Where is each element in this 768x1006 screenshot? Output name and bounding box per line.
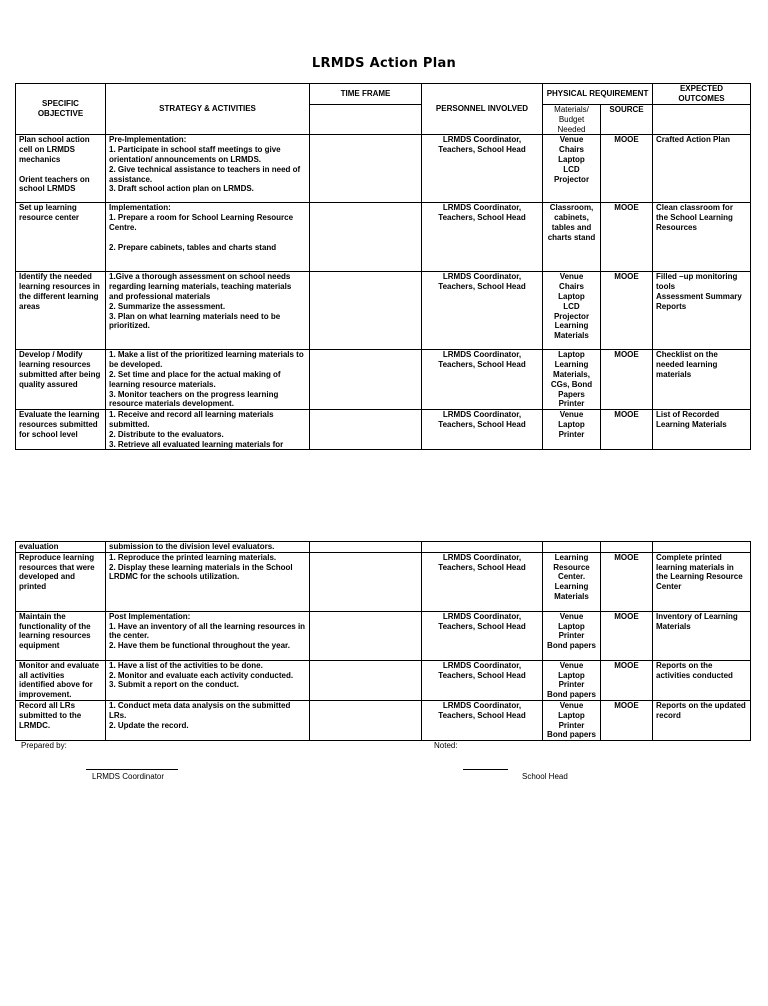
continuation-blank-cell	[601, 542, 653, 553]
objective-cell: Evaluate the learning resources submitted for school level	[16, 410, 106, 450]
outcomes-cell: Filled –up monitoring tools Assessment Summary Reports	[653, 272, 751, 350]
objective-cell: Identify the needed learning resources in the different learning areas	[16, 272, 106, 350]
materials-cell: Venue Chairs Laptop LCD Projector	[543, 135, 601, 203]
table-row	[16, 611, 751, 660]
materials-cell: Venue Laptop Printer Bond papers	[543, 611, 601, 660]
outcomes-cell: Clean classroom for the School Learning Resources	[653, 203, 751, 272]
time-frame-cell	[310, 660, 422, 700]
materials-cell: Venue Chairs Laptop LCD Projector Learning Materials	[543, 272, 601, 350]
time-frame-cell	[310, 203, 422, 272]
time-frame-cell	[310, 552, 422, 611]
time-frame-cell	[310, 410, 422, 450]
strategy-cell: 1. Reproduce the printed learning materials. 2. Display these learning materials in the School LRDMC for the schools utilization.	[106, 552, 310, 611]
continuation-strategy: submission to the division level evaluators.	[106, 542, 310, 553]
materials-cell: Venue Laptop Printer	[543, 410, 601, 450]
outcomes-cell: Reports on the activities conducted	[653, 660, 751, 700]
time-frame-cell	[310, 272, 422, 350]
objective-cell: Monitor and evaluate all activities identified above for improvement.	[16, 660, 106, 700]
table-row	[16, 350, 751, 410]
materials-cell: Venue Laptop Printer Bond papers	[543, 660, 601, 700]
outcomes-cell: List of Recorded Learning Materials	[653, 410, 751, 450]
table-row	[16, 660, 751, 700]
continuation-objective: evaluation	[16, 542, 106, 553]
personnel-cell: LRMDS Coordinator, Teachers, School Head	[422, 272, 543, 350]
personnel-cell: LRMDS Coordinator, Teachers, School Head	[422, 552, 543, 611]
personnel-cell: LRMDS Coordinator, Teachers, School Head	[422, 410, 543, 450]
strategy-cell: 1. Make a list of the prioritized learning materials to be developed. 2. Set time and place for the actual making of learning resource materials. 3. Monitor teachers on the progress learning resource materials development.	[106, 350, 310, 410]
outcomes-cell: Inventory of Learning Materials	[653, 611, 751, 660]
materials-cell: Venue Laptop Printer Bond papers	[543, 700, 601, 740]
table-row	[16, 410, 751, 450]
table-row	[16, 203, 751, 272]
objective-cell: Develop / Modify learning resources submitted after being quality assured	[16, 350, 106, 410]
school-head-signature-line	[463, 769, 508, 770]
header-specific-objective: SPECIFIC OBJECTIVE	[16, 84, 106, 135]
source-cell: MOOE	[601, 350, 653, 410]
personnel-cell: LRMDS Coordinator, Teachers, School Head	[422, 611, 543, 660]
coordinator-signature-line	[86, 769, 178, 770]
source-cell: MOOE	[601, 611, 653, 660]
strategy-cell: 1. Conduct meta data analysis on the submitted LRs. 2. Update the record.	[106, 700, 310, 740]
header-personnel: PERSONNEL INVOLVED	[422, 84, 543, 135]
table-row	[16, 272, 751, 350]
school-head-label: School Head	[522, 772, 568, 781]
prepared-by-label: Prepared by:	[21, 741, 67, 750]
header-time-frame: TIME FRAME	[310, 84, 422, 105]
time-frame-cell	[310, 611, 422, 660]
outcomes-cell: Complete printed learning materials in the Learning Resource Center	[653, 552, 751, 611]
personnel-cell: LRMDS Coordinator, Teachers, School Head	[422, 203, 543, 272]
outcomes-cell: Reports on the updated record	[653, 700, 751, 740]
materials-cell: Classroom, cabinets, tables and charts stand	[543, 203, 601, 272]
coordinator-label: LRMDS Coordinator	[92, 772, 165, 781]
source-cell: MOOE	[601, 272, 653, 350]
materials-cell: Learning Resource Center. Learning Materials	[543, 552, 601, 611]
objective-cell: Reproduce learning resources that were developed and printed	[16, 552, 106, 611]
header-physical-requirement: PHYSICAL REQUIREMENT	[543, 84, 653, 105]
continuation-blank-cell	[310, 542, 422, 553]
table-row	[16, 552, 751, 611]
objective-cell: Set up learning resource center	[16, 203, 106, 272]
outcomes-cell: Crafted Action Plan	[653, 135, 751, 203]
objective-cell: Plan school action cell on LRMDS mechanics Orient teachers on school LRMDS	[16, 135, 106, 203]
header-expected-outcomes: EXPECTED OUTCOMES	[653, 84, 751, 105]
strategy-cell: Implementation: 1. Prepare a room for School Learning Resource Centre. 2. Prepare cabinets, tables and charts stand	[106, 203, 310, 272]
personnel-cell: LRMDS Coordinator, Teachers, School Head	[422, 660, 543, 700]
source-cell: MOOE	[601, 410, 653, 450]
header-time-frame-blank	[310, 105, 422, 135]
noted-label: Noted:	[434, 741, 458, 750]
strategy-cell: 1. Have a list of the activities to be done. 2. Monitor and evaluate each activity conducted. 3. Submit a report on the conduct.	[106, 660, 310, 700]
header-source: SOURCE	[601, 105, 653, 135]
personnel-cell: LRMDS Coordinator, Teachers, School Head	[422, 135, 543, 203]
continuation-blank-cell	[543, 542, 601, 553]
personnel-cell: LRMDS Coordinator, Teachers, School Head	[422, 350, 543, 410]
source-cell: MOOE	[601, 700, 653, 740]
time-frame-cell	[310, 135, 422, 203]
source-cell: MOOE	[601, 552, 653, 611]
header-strategy: STRATEGY & ACTIVITIES	[106, 84, 310, 135]
continuation-blank-cell	[653, 542, 751, 553]
table-row	[16, 135, 751, 203]
objective-cell: Record all LRs submitted to the LRMDC.	[16, 700, 106, 740]
source-cell: MOOE	[601, 660, 653, 700]
strategy-cell: Post Implementation: 1. Have an inventory of all the learning resources in the center. 2. Have them be functional throughout the year.	[106, 611, 310, 660]
source-cell: MOOE	[601, 203, 653, 272]
action-plan-table-continued	[15, 541, 751, 741]
header-outcomes-blank	[653, 105, 751, 135]
header-materials: Materials/ Budget Needed	[543, 105, 601, 135]
strategy-cell: Pre-Implementation: 1. Participate in school staff meetings to give orientation/ announcements on LRMDS. 2. Give technical assistance to teachers in need of assistance. 3. Draft school action plan on LRMDS.	[106, 135, 310, 203]
time-frame-cell	[310, 700, 422, 740]
time-frame-cell	[310, 350, 422, 410]
source-cell: MOOE	[601, 135, 653, 203]
continuation-blank-cell	[422, 542, 543, 553]
personnel-cell: LRMDS Coordinator, Teachers, School Head	[422, 700, 543, 740]
document-title: LRMDS Action Plan	[311, 56, 457, 71]
strategy-cell: 1.Give a thorough assessment on school needs regarding learning materials, teaching materials and professional materials 2. Summarize the assessment. 3. Plan on what learning materials need to be prioritized.	[106, 272, 310, 350]
materials-cell: Laptop Learning Materials, CGs, Bond Papers Printer	[543, 350, 601, 410]
outcomes-cell: Checklist on the needed learning materials	[653, 350, 751, 410]
table-row	[16, 700, 751, 740]
action-plan-table	[15, 83, 751, 450]
strategy-cell: 1. Receive and record all learning materials submitted. 2. Distribute to the evaluators. 3. Retrieve all evaluated learning materials for	[106, 410, 310, 450]
objective-cell: Maintain the functionality of the learning resources equipment	[16, 611, 106, 660]
